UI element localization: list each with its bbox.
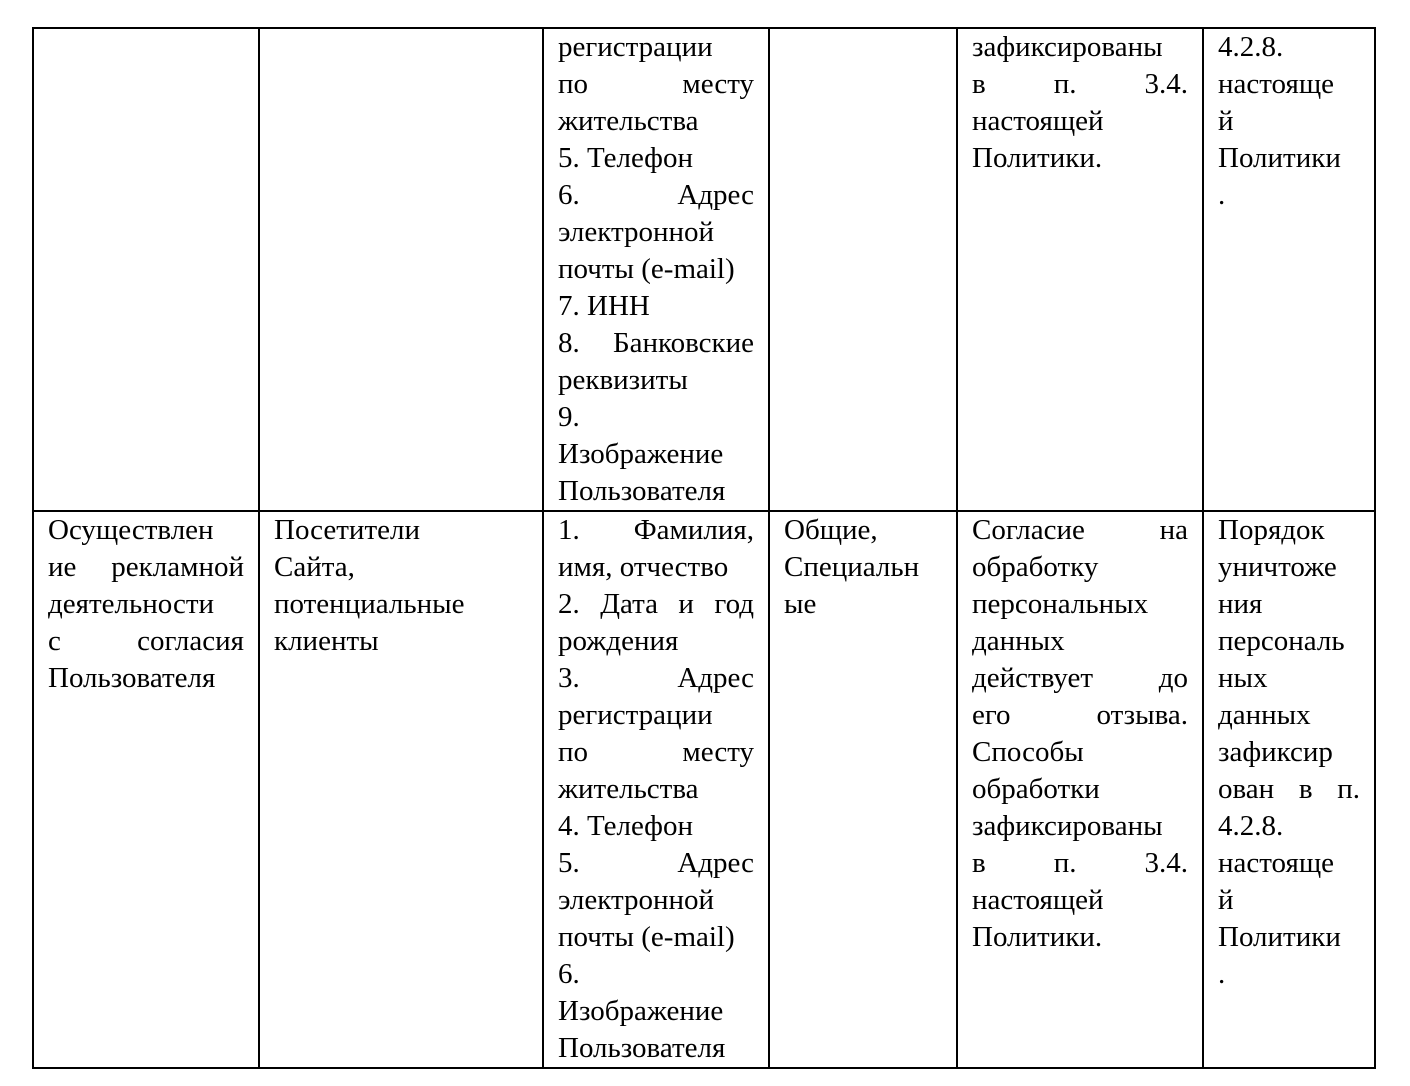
cell-text-line: .: [1218, 179, 1226, 211]
cell-text-line: 2. Дата и год: [558, 588, 754, 620]
cell-text-line: Изображение: [558, 438, 724, 470]
cell-text-line: потенциальные: [274, 588, 465, 620]
cell-text-line: зафиксир: [1218, 736, 1333, 768]
cell-text-line: Посетители: [274, 514, 420, 546]
cell-text-line: действует до: [972, 662, 1188, 694]
cell-purpose: [33, 511, 259, 1068]
cell-text-line: жительства: [558, 773, 699, 805]
table-row: [33, 511, 1375, 1068]
cell-text-line: ных: [1218, 662, 1268, 694]
cell-destruction-order: [1203, 511, 1375, 1068]
cell-text-line: ния: [1218, 588, 1263, 620]
cell-text-line: 8. Банковские: [558, 327, 754, 359]
cell-text-line: почты (e-mail): [558, 253, 735, 285]
cell-text-line: персональных: [972, 588, 1149, 620]
cell-text-line: зафиксированы: [972, 31, 1163, 63]
cell-text-line: данных: [1218, 699, 1311, 731]
table-row: [33, 28, 1375, 511]
cell-text-line: обработки: [972, 773, 1100, 805]
cell-text-line: 6. Адрес: [558, 179, 754, 211]
cell-text-line: 4.2.8.: [1218, 31, 1284, 63]
cell-text-line: жительства: [558, 105, 699, 137]
cell-text-line: уничтоже: [1218, 551, 1337, 583]
cell-data-list: [543, 28, 769, 511]
cell-text-line: ие рекламной: [48, 551, 244, 583]
cell-text-line: Способы: [972, 736, 1084, 768]
cell-text-line: настояще: [1218, 68, 1335, 100]
cell-text-line: настоящей: [972, 105, 1104, 137]
cell-text-line: почты (e-mail): [558, 921, 735, 953]
cell-text-line: Политики: [1218, 142, 1341, 174]
cell-text-line: регистрации: [558, 699, 713, 731]
cell-subjects: [259, 511, 543, 1068]
cell-text-line: 5. Телефон: [558, 142, 693, 174]
cell-text-line: Осуществлен: [48, 514, 214, 546]
cell-text-line: й: [1218, 884, 1234, 916]
cell-text-line: Пользователя: [48, 662, 216, 694]
cell-text-line: 6.: [558, 958, 580, 990]
cell-destruction-order: [1203, 28, 1375, 511]
cell-category: [769, 28, 957, 511]
cell-text-line: персональ: [1218, 625, 1345, 657]
policy-table: [32, 27, 1376, 1069]
cell-text-line: по месту: [558, 736, 754, 768]
cell-text-line: регистрации: [558, 31, 713, 63]
cell-text-line: Политики.: [972, 921, 1103, 953]
cell-text-line: Специальн: [784, 551, 920, 583]
cell-text-line: 3. Адрес: [558, 662, 754, 694]
cell-text-line: Политики.: [972, 142, 1103, 174]
cell-text-line: имя, отчество: [558, 551, 729, 583]
cell-purpose: [33, 28, 259, 511]
cell-text-line: Согласие на: [972, 514, 1188, 546]
cell-text-line: данных: [972, 625, 1065, 657]
cell-subjects: [259, 28, 543, 511]
cell-text-line: Пользователя: [558, 475, 726, 507]
cell-text-line: Общие,: [784, 514, 878, 546]
cell-text-line: Политики: [1218, 921, 1341, 953]
cell-data-list: [543, 511, 769, 1068]
cell-text-line: по месту: [558, 68, 754, 100]
cell-text-line: 7. ИНН: [558, 290, 650, 322]
cell-text-line: обработку: [972, 551, 1099, 583]
cell-text-line: деятельности: [48, 588, 215, 620]
cell-text-line: 9.: [558, 401, 580, 433]
cell-text-line: ован в п.: [1218, 773, 1360, 805]
cell-text-line: 4.2.8.: [1218, 810, 1284, 842]
cell-category: [769, 511, 957, 1068]
cell-text-line: .: [1218, 958, 1226, 990]
cell-text-line: 4. Телефон: [558, 810, 693, 842]
cell-text-line: ые: [784, 588, 817, 620]
cell-text-line: рождения: [558, 625, 679, 657]
cell-text-line: в п. 3.4.: [972, 68, 1188, 100]
cell-text-line: Пользователя: [558, 1032, 726, 1064]
cell-text-line: 1. Фамилия,: [558, 514, 754, 546]
cell-text-line: реквизиты: [558, 364, 688, 396]
cell-legal-basis: [957, 28, 1203, 511]
cell-text-line: Сайта,: [274, 551, 355, 583]
cell-text-line: электронной: [558, 884, 715, 916]
cell-text-line: настояще: [1218, 847, 1335, 879]
cell-text-line: Порядок: [1218, 514, 1325, 546]
cell-text-line: клиенты: [274, 625, 379, 657]
cell-text-line: Изображение: [558, 995, 724, 1027]
cell-text-line: в п. 3.4.: [972, 847, 1188, 879]
cell-text-line: й: [1218, 105, 1234, 137]
cell-legal-basis: [957, 511, 1203, 1068]
cell-text-line: настоящей: [972, 884, 1104, 916]
cell-text-line: 5. Адрес: [558, 847, 754, 879]
cell-text-line: с согласия: [48, 625, 244, 657]
cell-text-line: его отзыва.: [972, 699, 1188, 731]
cell-text-line: электронной: [558, 216, 715, 248]
cell-text-line: зафиксированы: [972, 810, 1163, 842]
